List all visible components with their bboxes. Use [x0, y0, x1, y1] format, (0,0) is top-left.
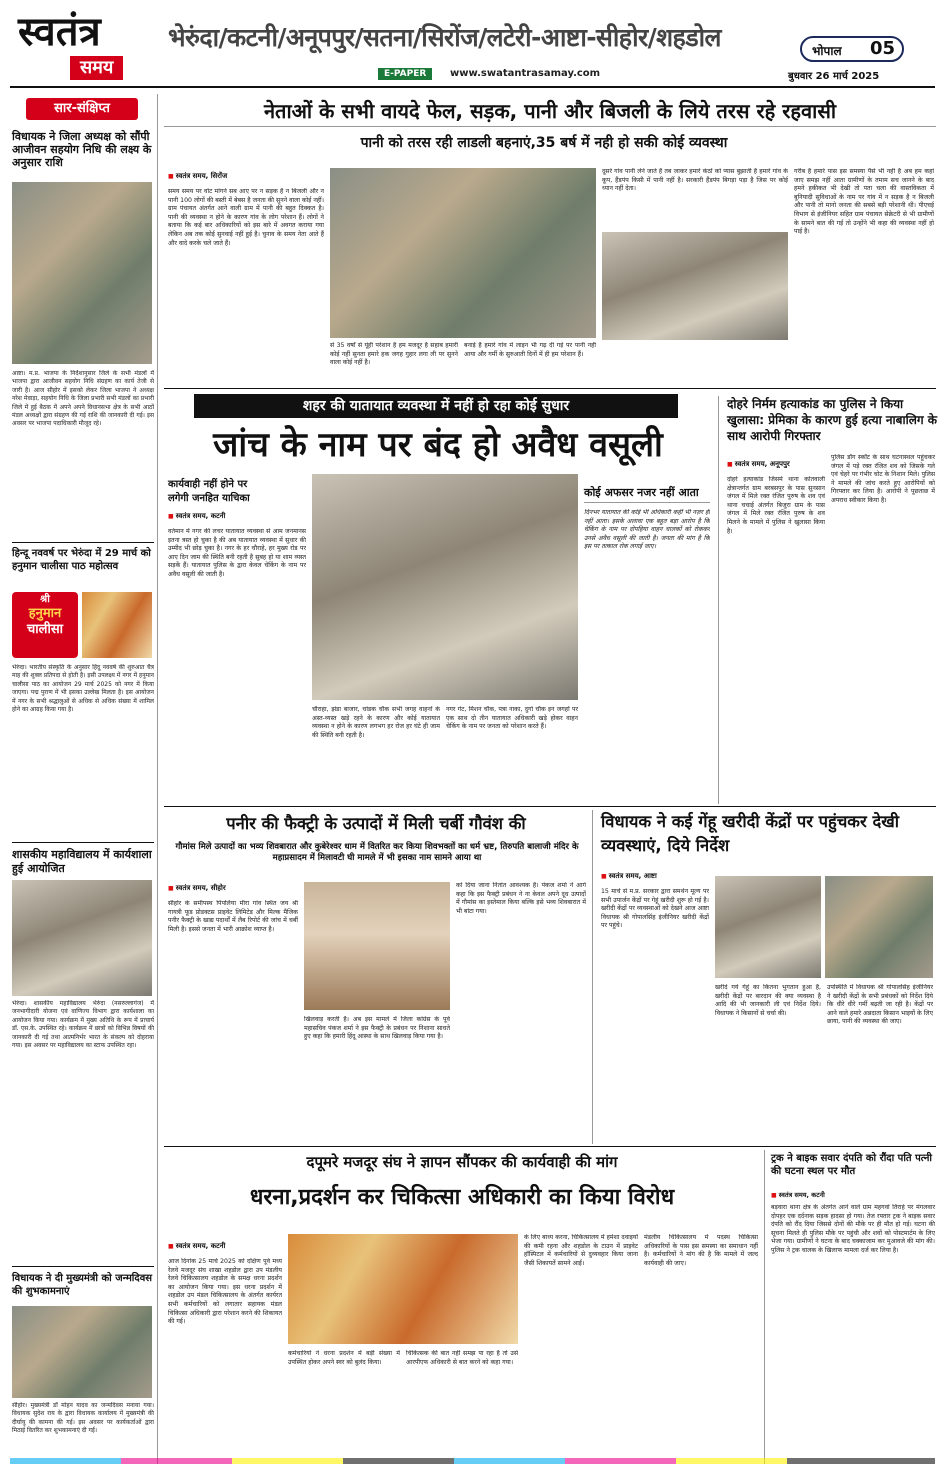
gehu-photo-1 — [715, 876, 821, 978]
sidebar-story-3-text: भेरुंदा। शासकीय महाविद्यालय भेरुंदा (नसरुल्लागंज) में जनभागीदारी योजना एवं वाणिज्य विभाग द्वारा कार्यशाला का आयोजन किया गया। कार्यक्रम में मुख्य अतिथि के रूप में प्राचार्य डॉ. एस.के. उपस्थित रहे। कार्यक्रम में छात्रों को विभिन्न विषयों की जानकारी दी गई तथा आत्मनिर्भर भारत के संकल्प को दोहराया गया। इस अवसर पर महाविद्यालय का स्टाफ उपस्थित रहा। — [12, 1000, 154, 1050]
dohre-col-2: पुलिस डॉग स्कॉट के साथ घटनास्थल पहुंचकर जंगल में पड़े रक्त रंजित शव को जिसके गले एवं चेहरे पर गंभीर चोट के निशान मिले। पुलिस ने मामले की जांच करते हुए आरोपियों को गिरफ्तार कर लिया है। आरोपी ने पूछताछ में अपराध स्वीकार किया है। — [831, 454, 935, 504]
vasooli-headline: जांच के नाम पर बंद हो अवैध वसूली — [213, 425, 663, 465]
vasooli-col-2: चौराहा, झंडा बाजार, चांडक चौक सभी जगह वाहनों के अस्त-व्यस्त खड़े रहने के कारण और कोई यातायात व्यवस्था न होने के कारण लगभग हर रोज हर घंटे ही जाम की स्थिति बनी रहती है। — [312, 706, 440, 739]
sidebar-story-1-photo — [12, 182, 152, 364]
dharna-headline: धरना,प्रदर्शन कर चिकित्सा अधिकारी का किया विरोध — [249, 1185, 675, 1210]
vasooli-col-1: वर्तमान में नगर की लचर यातायात व्यवस्था से आम जनमानस इतना त्रस्त हो चुका है की अब यातायात व्यवस्था में सुधार की उम्मीद भी छोड़ चुका है। नगर के हर चौराहे, हर मुख्य रोड पर आए दिन जाम की स्थिति बनी रहती है सुबह हो या शाम व्यस्त सड़कें हैं। यातायात पुलिस के द्वारा केवल चेकिंग के नाम पर अवैध वसूली की जाती है। — [168, 528, 306, 578]
lead-story — [164, 94, 936, 386]
paneer-col-3: को दिया जाना नितांत आवश्यक है। पंकज शर्मा ने आगे कहा कि इस फैक्ट्री प्रबंधन ने ना केवल अपने दूध उत्पादों में गौमांस का इस्तेमाल किया बल्कि इसे भव्य शिवबारात में भी बांटा गया। — [456, 882, 586, 915]
lead-photo-2 — [602, 232, 788, 340]
dharna-col-3: चिकित्सक की बात नहीं समझ पा रहा है तो उसे आरपीएफ अधिकारी से बात करने को कहा गया। — [406, 1350, 518, 1366]
sidebar-story-1-title: विधायक ने जिला अध्यक्ष को सौंपी आजीवन सहयोग निधि की लक्ष्य के अनुसार राशि — [12, 130, 152, 169]
vasooli-kicker: शहर की यातायात व्यवस्था में नहीं हो रहा कोई सुधार — [194, 394, 678, 418]
dharna-byline: ■ स्वतंत्र समय, कटनी — [168, 1242, 225, 1251]
sidebar-header: सार-संक्षिप्त — [26, 98, 138, 120]
paneer-headline: पनीर की फैक्ट्री के उत्पादों में मिली चर्बी गौवंश की — [226, 814, 526, 833]
lead-subhead: पानी को तरस रही लाडली बहनाएं,35 बर्ष में नही हो सकी कोई व्यवस्था — [360, 135, 728, 151]
mid-rule — [164, 806, 936, 807]
gehu-col-1: 15 मार्च से म.प्र. सरकार द्वारा समर्थन मूल्य पर सभी उपार्जन केंद्रों पर गेहूं खरीदी शुरू हो गई है। खरीदी केंद्रों पर व्यवस्थाओं को देखने आज आष्टा विधायक श्री गोपालसिंह इंजीनियर खरीदी केंद्रों पर पहुंचे। — [601, 888, 709, 930]
lead-col-4: दूसरे गांव पानी लेने जाते है तब जाकर हमारे कंठों को प्यास बुझाती है हमारे गांव के कूप, हैंडपंप किसी में पानी नहीं है। सरकारी हैंडपंप बिगड़ा पड़ा है जिस पर कोई ध्यान नहीं देता। — [602, 168, 788, 193]
truck-story — [764, 1150, 936, 1464]
masthead — [0, 0, 945, 92]
paneer-byline: ■ स्वतंत्र समय, सीहोर — [168, 884, 226, 893]
logo-line1: स्वतंत्र — [18, 8, 101, 55]
gehu-col-3: उपस्थिति में विधायक श्री गोपालसिंह इंजीनियर ने खरीदी केंद्रों के सभी प्रबंधकों को निर्देश दिये कि धीरे धीरे गर्मी बढ़ती जा रही है। केंद्रों पर आने वाले हमारे अन्नदाता किसान भाइयों के लिए छाया, पानी की व्यवस्था की जाए। — [827, 984, 933, 1026]
paneer-col-1: सीहोर के समीपस्थ पिपलिया मीरा गांव स्थित जय श्री गायत्री फूड प्रोडक्टस प्राइवेट लिमिटेड और मिल्क मैजिक पनीर फैक्ट्री के खाद्य पदार्थों में लैब रिपोर्ट की जांच में चर्बी मिली है। इससे जनता में भारी आक्रोश व्याप्त है। — [168, 900, 298, 933]
page-badge — [800, 36, 904, 62]
lead-col-5: गरीब है हमारे पास इस समस्या पैसे भी नहीं है अब हम कहां जाए समझ नहीं आता ग्रामीणों के तमाम सच जानने के बाद हमने हकीकत भी देखी तो पता चला की वास्तविकता में बुनियादी सुविधाओं के नाम पर गांव में न सड़क है न बिजली और पानी तो मानो जनता की सबसे बड़ी परेशानी थी। पीएचई विभाग से इंजीनियर सहित ग्राम पंचायत सेक्रेटरी से भी ग्रामीणों के सामने बात की गई तो उन्होंने भी कहा की व्यवस्था नहीं हो पाई है। — [794, 168, 934, 236]
lead-col-3: बनाई है हमारे गांव में लाइन भी गढ़ दी गई पर पानी नहीं आया और गर्मी के सुरुआती दिनों में ही हम परेशान हैं। — [464, 342, 596, 358]
sidebar-story-4-text: सीहोर। मुख्यमंत्री डॉ मोहन यादव का जन्मदिवस मनाया गया। विधायक सुदेश राय के द्वारा विधायक कार्यालय में मुख्यमंत्री की दीर्घायु की कामना की गई। इस अवसर पर कार्यकर्ताओं द्वारा मिठाई वितरित कर शुभकामनाएं दी गईं। — [12, 1402, 154, 1435]
vasooli-sub2: लगेगी जनहित याचिका — [168, 493, 250, 504]
hanuman-badge-line1: श्री — [40, 594, 50, 605]
epaper-label: E-PAPER — [378, 68, 432, 80]
sidebar-story-2-title: हिन्दू नववर्ष पर भेरुंदा में 29 मार्च को हनुमान चालीसा पाठ महोत्सव — [12, 548, 151, 572]
dharna-col-1: आज दिनांक 25 मार्च 2025 को दक्षिण पूर्व मध्य रेलवे मजदूर संघ शाखा शहडोल द्वारा उप मंडलीय रेलवे चिकित्सालय शहडोल के समक्ष धरना प्रदर्शन का आयोजन किया गया। इस धरना प्रदर्शन में शहडोल उप मंडल चिकित्सालय के अंतर्गत कार्यरत सभी कर्मचारियों को लगातार सहायक मंडल चिकित्सा अधिकारी द्वारा परेशान करने की शिकायत की गई। — [168, 1258, 282, 1326]
vasooli-photo — [312, 474, 578, 700]
logo-line2: समय — [70, 56, 123, 80]
hanuman-badge-line3: चालीसा — [27, 622, 63, 637]
dharna-col-5: मंडलीय चिकित्सालय में पदस्थ चिकित्सा अधिकारियों के पास इस समस्या का समाधान नहीं है। कर्मचारियों ने मांग की है कि मामले में जल्द कार्यवाही की जाए। — [644, 1234, 758, 1267]
dohre-col-1: दोहरे हत्याकांड जिसमें थाना कोतवाली क्षेत्रान्तर्गत ग्राम बरबसपुर के पास सुनसान जंगल में मिले रक्त रंजित पुरुष के शव एवं थाना चचाई अंतर्गत बिजुरा ग्राम के पास जंगल में मिले रक्त रंजित पुरुष के शव मिलने के मामले में पुलिस ने खुलासा किया है। — [727, 476, 825, 535]
sidebar-divider-3 — [12, 1266, 154, 1267]
paneer-photo — [304, 882, 450, 1010]
lead-byline: ■ स्वतंत्र समय, सिरोंज — [168, 172, 227, 181]
sidebar-story-2-text: भेरुंदा। भारतीय संस्कृति के अनुसार हिंदू नववर्ष की शुरुआत चैत्र माह की शुक्ल प्रतिपदा से होती है। इसी उपलक्ष्य में नगर में हनुमान चालीसा पाठ का आयोजन 29 मार्च 2025 को नगर में किया जाएगा। पद्म पुराण में भी इसका उल्लेख मिलता है। इस आयोजन में नगर के सभी श्रद्धालुओं से अधिक से अधिक संख्या में शामिल होने का आग्रह किया गया है। — [12, 664, 154, 714]
vasooli-col-3: नगर गेट, मिशन चौक, पत्रा नाका, दुर्गा चौक इन जगहों पर एक साथ दो तीन यातायात अधिकारी खड़े होकर वाहन चेकिंग के नाम पर जनता को परेशान करते हैं। — [446, 706, 578, 731]
logo[interactable] — [18, 10, 136, 84]
sidebar-divider-2 — [12, 842, 154, 843]
dharna-col-2: कर्मचारियों ने धरना प्रदर्शन में बड़ी संख्या में उपस्थित होकर अपने स्वर को बुलंद किया। — [288, 1350, 400, 1366]
dohre-story — [718, 396, 936, 804]
dharna-photo — [288, 1234, 518, 1344]
hanuman-image — [82, 592, 152, 658]
edition-list: भेरुंदा/कटनी/अनूपपुर/सतना/सिरोंज/लटेरी-आष्टा-सीहोर/शहडोल — [168, 23, 721, 52]
truck-text: बड़वारा थाना क्षेत्र के अंतर्गत आने वाले ग्राम महगवां तिराहे पर मंगलवार दोपहर एक दर्दनाक सड़क हादसा हो गया। तेज रफ्तार ट्रक ने बाइक सवार दंपति को रौंद दिया जिससे दोनों की मौके पर ही मौत हो गई। घटना की सूचना मिलते ही पुलिस मौके पर पहुंची और शवों को पोस्टमार्टम के लिए भेजा गया। ग्रामीणों ने घटना के बाद चक्काजाम कर मुआवजे की मांग की। पुलिस ने ट्रक चालक के खिलाफ मामला दर्ज कर लिया है। — [771, 1204, 935, 1254]
epaper-strip — [378, 68, 788, 82]
vasooli-byline: ■ स्वतंत्र समय, कटनी — [168, 512, 225, 521]
dharna-kicker: दपूमरे मजदूर संघ ने ज्ञापन सौंपकर की कार्यवाही की मांग — [306, 1153, 618, 1171]
gehu-headline: विधायक ने कई गेंहू खरीदी केंद्रों पर पहुंचकर देखी व्यवस्थाएं, दिये निर्देश — [601, 812, 899, 855]
dohre-byline: ■ स्वतंत्र समय, अनूपपुर — [727, 460, 790, 469]
vasooli-story — [164, 392, 712, 804]
lower-rule — [164, 1146, 936, 1147]
sidebar-story-4-title: विधायक ने दी मुख्यमंत्री को जन्मदिवस की शुभकामनाएं — [12, 1273, 153, 1297]
dohre-headline: दोहरे निर्मम हत्याकांड का पुलिस ने किया खुलासा: प्रेमिका के कारण हुई हत्या नाबालिग के साथ आरोपी गिरफ्तार — [727, 397, 938, 443]
dharna-story — [164, 1150, 760, 1464]
hanuman-badge — [12, 592, 78, 658]
lead-headline: नेताओं के सभी वायदे फेल, सड़क, पानी और बिजली के लिये तरस रहे रहवासी — [164, 96, 936, 127]
page-number: 05 — [870, 38, 896, 59]
sidebar-story-1-text: आष्टा। म.प्र. भाजपा के निर्देशानुसार जिले के सभी मंडलों में भाजपा द्वारा आजीवन सहयोग निधि संग्रहण का कार्य तेजी से जारी है। आज सीहोर में इसको लेकर जिला भाजपा ने अध्यक्ष नरेश मेवाड़ा, सहयोग निधि के जिला प्रभारी सभी मंडलों का प्रभारी जिले में हुई बैठक में अपने अपने विधानसभा क्षेत्र के सभी आठों मंडल अध्यक्षों द्वारा संग्रहण की गई राशि की जानकारी दी गई। इस अवसर पर भाजपा पदाधिकारी मौजूद रहे। — [12, 370, 154, 428]
hanuman-badge-line2: हनुमान — [28, 606, 62, 621]
city-label: भोपाल — [812, 44, 842, 58]
registration-strip — [10, 1458, 935, 1464]
vasooli-box — [584, 486, 710, 800]
truck-byline: ■ स्वतंत्र समय, कटनी — [771, 1190, 825, 1199]
sidebar-story-3-title: शासकीय महाविद्यालय में कार्यशाला हुई आयोजित — [12, 848, 152, 875]
paneer-story — [164, 810, 588, 1144]
dharna-col-4: के लिए बाध्य करना, चिकित्सालय में हमेशा दवाइयों की कमी रहना और शहडोल के टाउन में प्राइवेट हॉस्पिटल में कर्मचारियों से दुव्यवहार किया जाना जैसी शिकायतें सामने आईं। — [524, 1234, 638, 1267]
date-line: बुधवार 26 मार्च 2025 — [788, 71, 880, 82]
paneer-subhead: गौमांस मिले उत्पादों का भव्य शिवबारात और कुबेरेश्वर धाम में वितरित कर किया शिवभक्तों का धर्म भ्रष्ट, तिरुपति बालाजी मंदिर के महाप्रसादम में मिलावटी घी मामले में भी इसका नाम सामने आया था — [175, 842, 579, 863]
gehu-story — [592, 810, 936, 1144]
vasooli-box-title: कोई अफसर नजर नहीं आता — [584, 486, 710, 503]
lead-col-2: से 35 वर्षों से यूंही परेशान है हम मजदूर है सहाब हमारी कोई नहीं सुनता हमारे हक जगह गुहार लगा ली पर सुनने वाला कोई नहीं है। — [330, 342, 458, 367]
sidebar-story-4-photo — [12, 1306, 152, 1398]
lead-photo-1 — [330, 168, 596, 338]
truck-headline: ट्रक ने बाइक सवार दंपति को रौंदा पति पत्नी की घटना स्थल पर मौत — [771, 1153, 933, 1177]
sidebar — [10, 94, 158, 1464]
vasooli-box-text: दिनभर यातायात की कोई भी अधिकारी कहीं भी नज़र ही नहीं आता। इसके अलावा एक बहुत बड़ा आरोप है कि चेकिंग के नाम पर दोपहिया वाहन चालकों को रोककर उनसे अवैध वसूली की जाती है। जनता की मांग है कि इस पर तत्काल रोक लगाई जाए। — [584, 509, 710, 551]
website-link[interactable]: www.swatantrasamay.com — [450, 68, 601, 79]
lead-col-4b — [602, 344, 788, 382]
gehu-col-2: खरीदे गये गेहूं का कितना भुगतान हुआ है, खरीदी केंद्रों पर बारदान की क्या व्यवस्था है आदि की भी जानकारी ली एवं निर्देश दिये। विधायक ने किसानों से चर्चा की। — [715, 984, 821, 1017]
gehu-byline: ■ स्वतंत्र समय, आष्टा — [601, 872, 657, 881]
lead-col-1: समय समय पर वोट मांगने सब आए पर न सड़क है न बिजली और न पानी 100 लोगों की बस्ती में बेबस है जनता की सुनने वाला कोई नहीं। ग्राम पंचायत अंतर्गत आने वाली ग्राम में पानी की बहुत दिक्कत है। पानी की व्यवस्था न होने के कारण गांव के लोग परेशान हैं। लोगों ने बताया कि कई बार अधिकारियों को इस बारे में अवगत कराया गया लेकिन अब तक कोई सुनवाई नहीं हुई है। चुनाव के समय नेता आते हैं और वादे करके चले जाते हैं। — [168, 188, 324, 247]
sidebar-divider-1 — [12, 542, 154, 543]
paneer-col-2: खिलवाड़ करती है। अब इस मामले में जिला कांग्रेस के पूर्व महासचिव पंकज शर्मा ने इस फैक्ट्री के प्रबंधन पर निशाना साधते हुए कहा कि हमारी हिंदू आस्था के साथ खिलवाड़ किया गया है। — [304, 1016, 450, 1041]
vasooli-sub1: कार्यवाही नहीं होने पर — [168, 479, 248, 490]
lead-bottom-rule — [164, 388, 936, 389]
sidebar-story-3-photo — [12, 880, 152, 996]
gehu-photo-2 — [825, 876, 933, 978]
masthead-rule — [10, 86, 935, 88]
